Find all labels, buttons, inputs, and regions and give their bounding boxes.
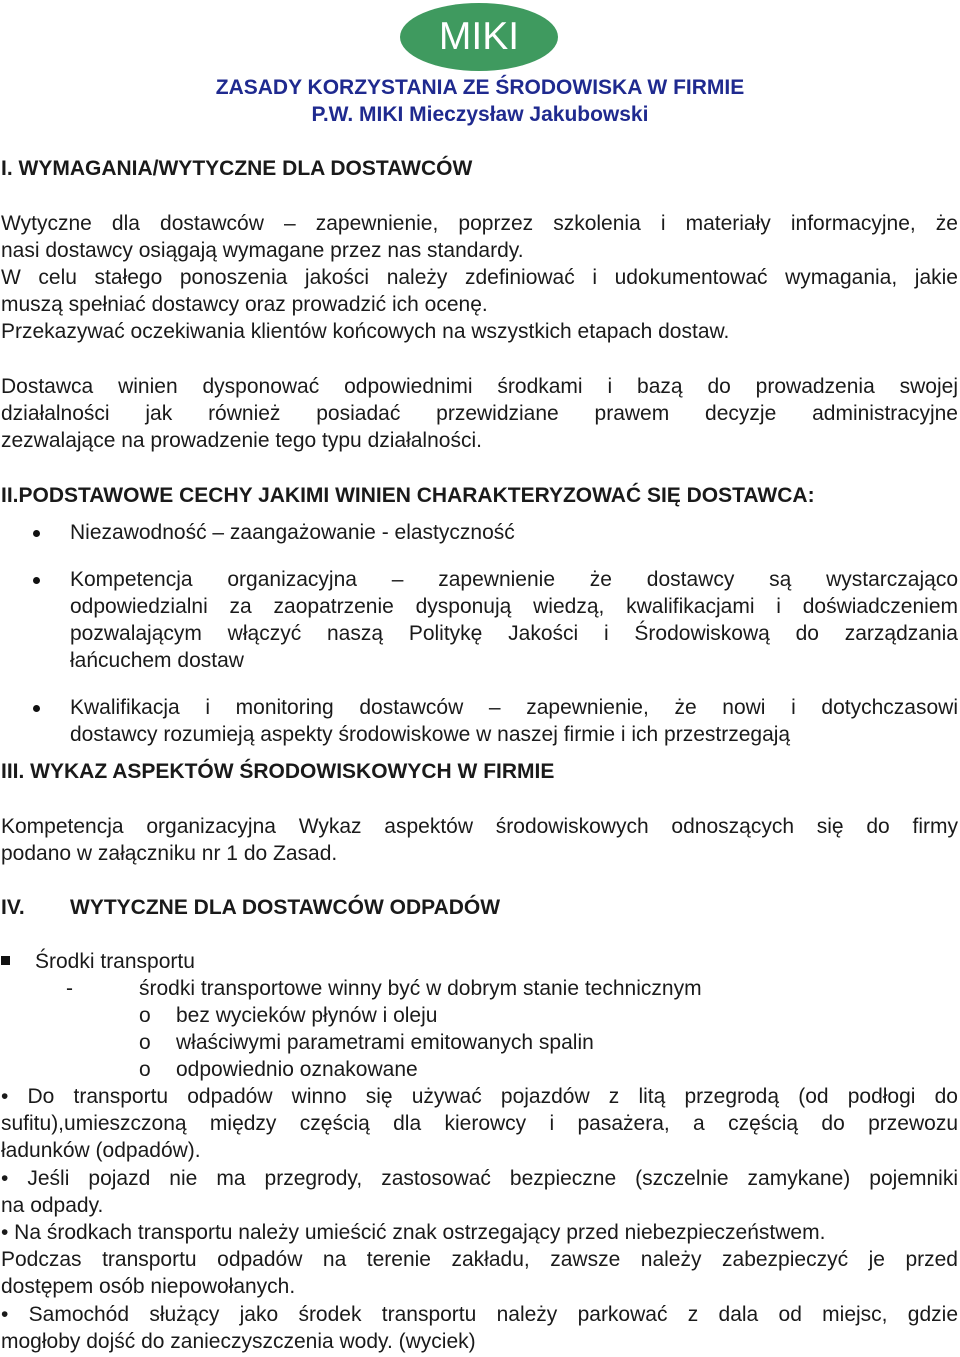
section2-bullet2-line4: łańcuchem dostaw [70,649,244,672]
section1-paragraph1-line1: Wytyczne dla dostawców – zapewnienie, poprzez szkolenia i materiały informacyjne, że [1,212,958,235]
section1-paragraph4-line3: zezwalające na prowadzenie tego typu działalności. [1,429,482,452]
section4-item-marked: odpowiednio oznakowane [176,1058,418,1081]
section4-heading: WYTYCZNE DLA DOSTAWCÓW ODPADÓW [70,896,501,919]
section4-rule1-line2: sufitu),umieszczoną między częścią dla kierowcy i pasażera, a częścią do przewozu [1,1112,958,1135]
section4-rule1-line1: • Do transportu odpadów winno się używać pojazdów z litą przegrodą (od podłogi do [1,1085,958,1108]
section4-rule4-line1: Podczas transportu odpadów na terenie zakładu, zawsze należy zabezpieczyć je przed [1,1248,958,1271]
dash-marker: - [66,977,73,1000]
section3-paragraph-line2: podano w załączniku nr 1 do Zasad. [1,842,338,865]
section1-paragraph2-line1: W celu stałego ponoszenia jakości należy zdefiniować i udokumentować wymagania, jakie [1,266,958,289]
circle-marker: o [139,1004,151,1027]
logo-text: MIKI [438,15,520,58]
document-title-line2: P.W. MIKI Mieczysław Jakubowski [311,103,649,126]
section4-number: IV. [1,896,25,919]
section1-paragraph2-line2: muszą spełniać dostawcy oraz prowadzić ich ocenę. [1,293,488,316]
square-bullet-icon [1,956,10,965]
section1-paragraph1-line2: nasi dostawcy osiągają wymagane przez nas standardy. [1,239,524,262]
bullet-dot [33,705,40,712]
section3-heading: III. WYKAZ ASPEKTÓW ŚRODOWISKOWYCH W FIRMIE [1,760,555,783]
section2-bullet2-line1: Kompetencja organizacyjna – zapewnienie że dostawcy są wystarczająco [70,568,958,591]
section1-paragraph3: Przekazywać oczekiwania klientów końcowych na wszystkich etapach dostaw. [1,320,730,343]
section2-bullet2-line3: pozwalającym włączyć naszą Politykę Jakości i Środowiskową do zarządzania [70,622,958,645]
section4-item-no-leaks: bez wycieków płynów i oleju [176,1004,438,1027]
section2-bullet3-line1: Kwalifikacja i monitoring dostawców – zapewnienie, że nowi i dotychczasowi [70,696,958,719]
section4-rule4-line2: dostępem osób niepowołanych. [1,1275,296,1298]
section4-rule3: • Na środkach transportu należy umieścić znak ostrzegający przed niebezpieczeństwem. [1,1221,826,1244]
section4-rule2-line1: • Jeśli pojazd nie ma przegrody, zastosować bezpieczne (szczelnie zamykane) pojemniki [1,1167,958,1190]
section1-paragraph4-line2: działalności jak również posiadać przewidziane prawem decyzje administracyjne [1,402,958,425]
section4-item-emissions: właściwymi parametrami emitowanych spalin [176,1031,594,1054]
circle-marker: o [139,1058,151,1081]
section3-paragraph-line1: Kompetencja organizacyjna Wykaz aspektów środowiskowych odnoszących się do firmy [1,815,958,838]
section2-bullet2-line2: odpowiedzialni za zaopatrzenie dysponują wiedzą, kwalifikacjami i doświadczeniem [70,595,958,618]
bullet-dot [33,577,40,584]
section2-bullet3-line2: dostawcy rozumieją aspekty środowiskowe w naszej firmie i ich przestrzegają [70,723,791,746]
section4-rule5-line2: mogłoby dojść do zanieczyszczenia wody. (wyciek) [1,1330,476,1353]
bullet-dot [33,530,40,537]
section4-rule1-line3: ładunków (odpadów). [1,1139,201,1162]
miki-logo [400,3,558,71]
section2-bullet1: Niezawodność – zaangażowanie - elastyczność [70,521,515,544]
section4-transport-title: Środki transportu [35,950,195,973]
section1-heading: I. WYMAGANIA/WYTYCZNE DLA DOSTAWCÓW [1,157,473,180]
circle-marker: o [139,1031,151,1054]
section4-rule5-line1: • Samochód służący jako środek transportu należy parkować z dala od miejsc, gdzie [1,1303,958,1326]
document-title-line1: ZASADY KORZYSTANIA ZE ŚRODOWISKA W FIRMIE [215,76,745,99]
section2-heading: II.PODSTAWOWE CECHY JAKIMI WINIEN CHARAKTERYZOWAĆ SIĘ DOSTAWCA: [1,484,815,507]
section4-transport-condition: środki transportowe winny być w dobrym stanie technicznym [139,977,702,1000]
section1-paragraph4-line1: Dostawca winien dysponować odpowiednimi środkami i bazą do prowadzenia swojej [1,375,958,398]
section4-rule2-line2: na odpady. [1,1194,104,1217]
